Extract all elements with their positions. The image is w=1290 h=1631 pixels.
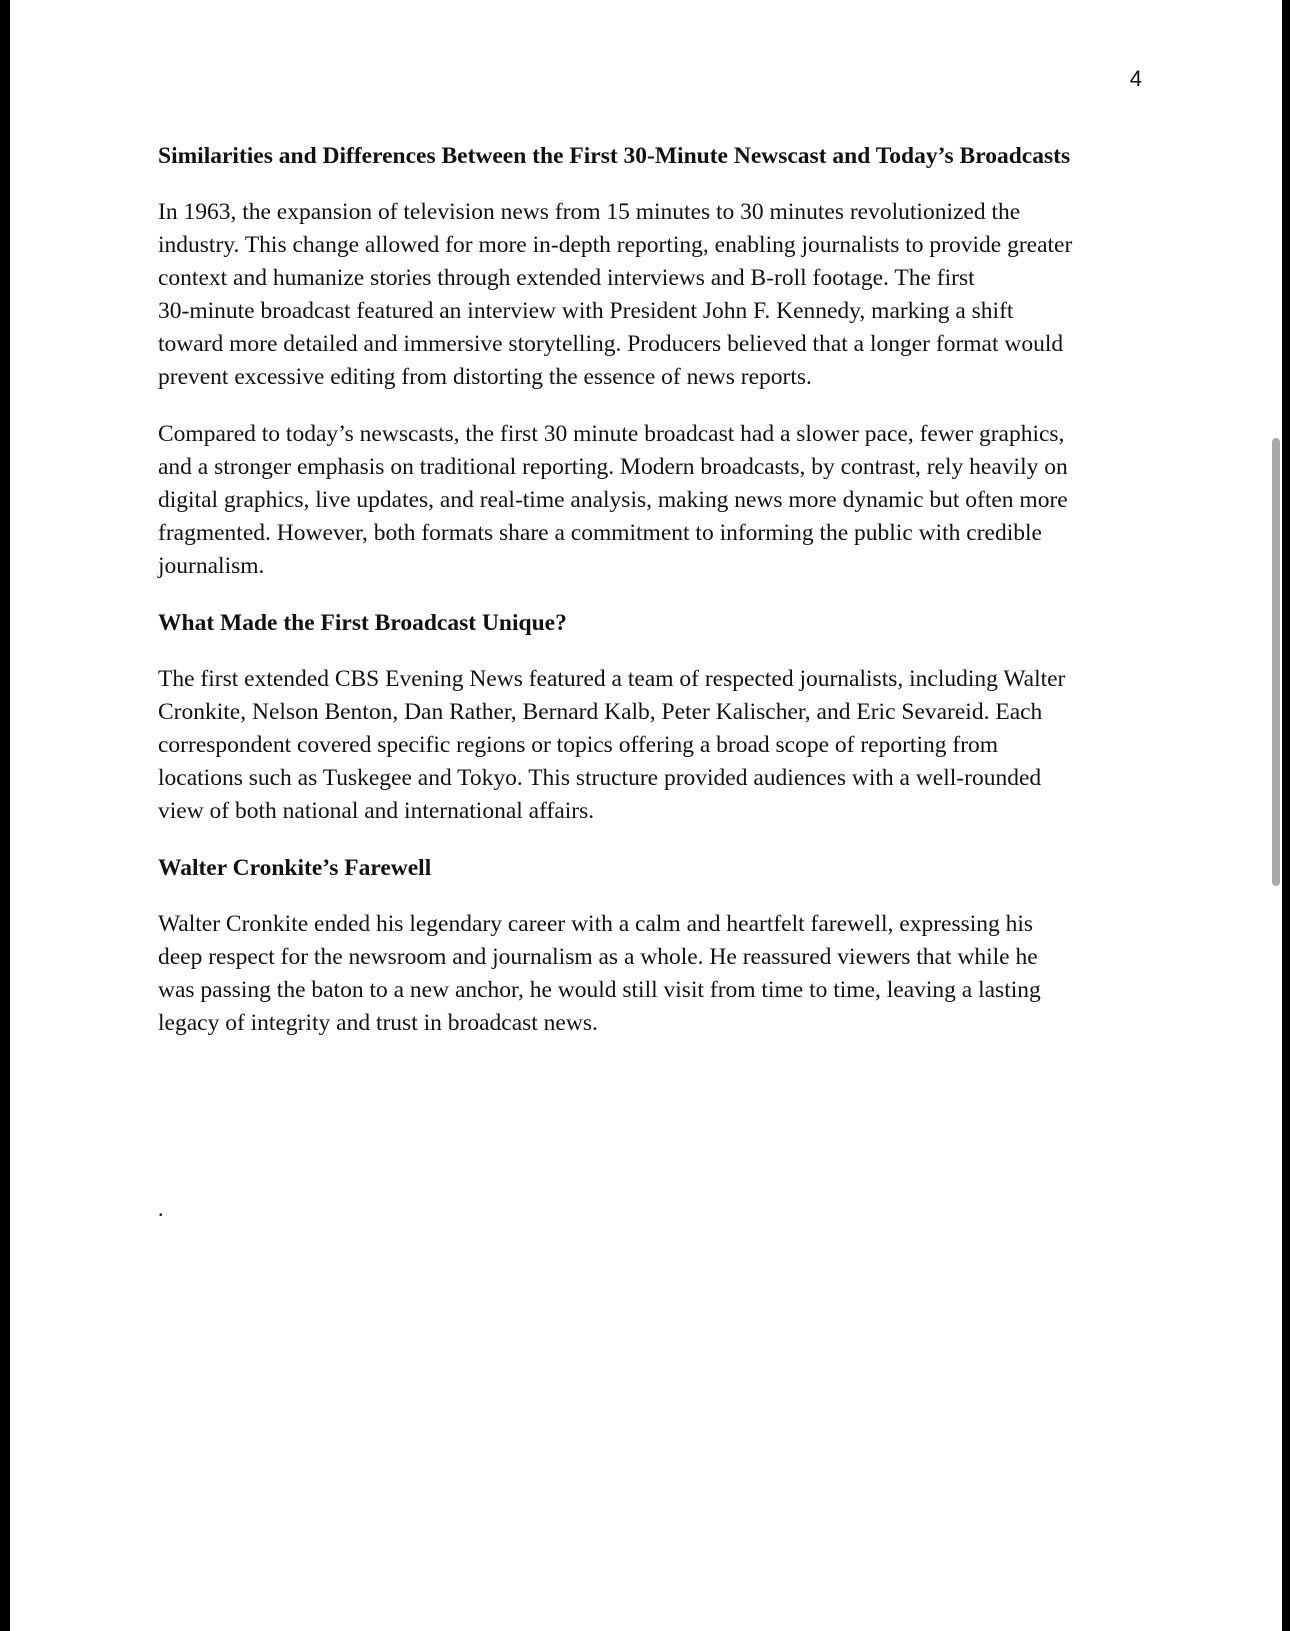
paragraph-line: correspondent covered specific regions or topics offering a broad scope of reporting from — [158, 732, 999, 758]
body-paragraph — [158, 418, 1148, 583]
paragraph-line: locations such as Tuskegee and Tokyo. This structure provided audiences with a well-rounded — [158, 765, 1042, 791]
paragraph-line: journalism. — [158, 553, 265, 579]
paragraph-line: fragmented. However, both formats share a commitment to informing the public with credible — [158, 520, 1042, 546]
paragraph-line: toward more detailed and immersive storytelling. Producers believed that a longer format would — [158, 331, 1064, 357]
paragraph-line: context and humanize stories through extended interviews and B-roll footage. The first — [158, 265, 975, 291]
section-cronkite-farewell — [158, 852, 1148, 1040]
paragraph-line: 30-minute broadcast featured an interview with President John F. Kennedy, marking a shift — [158, 298, 1014, 324]
paragraph-line: and a stronger emphasis on traditional reporting. Modern broadcasts, by contrast, rely heavily on — [158, 454, 1068, 480]
section-similarities-differences — [158, 140, 1148, 607]
scrollbar-thumb[interactable] — [1272, 438, 1280, 886]
body-paragraph — [158, 196, 1148, 394]
paragraph-line: Cronkite, Nelson Benton, Dan Rather, Bernard Kalb, Peter Kalischer, and Eric Sevareid. Each — [158, 699, 1043, 725]
paragraph-line: was passing the baton to a new anchor, he would still visit from time to time, leaving a lasting — [158, 977, 1041, 1003]
paragraph-line: Compared to today’s newscasts, the first 30 minute broadcast had a slower pace, fewer graphics, — [158, 421, 1065, 447]
paragraph-line: digital graphics, live updates, and real-time analysis, making news more dynamic but often more — [158, 487, 1068, 513]
paragraph-line: deep respect for the newsroom and journalism as a whole. He reassured viewers that while he — [158, 944, 1038, 970]
paragraph-line: prevent excessive editing from distorting the essence of news reports. — [158, 364, 812, 390]
section-heading: Similarities and Differences Between the First 30-Minute Newscast and Today’s Broadcasts — [158, 143, 1071, 169]
body-paragraph — [158, 663, 1148, 828]
paragraph-line: In 1963, the expansion of television news from 15 minutes to 30 minutes revolutionized the — [158, 199, 1021, 225]
body-paragraph — [158, 908, 1148, 1040]
document-page — [10, 0, 1282, 1631]
page-number: 4 — [1129, 66, 1142, 91]
paragraph-line: view of both national and international affairs. — [158, 798, 595, 824]
section-heading: What Made the First Broadcast Unique? — [158, 610, 567, 636]
paragraph-line: Walter Cronkite ended his legendary career with a calm and heartfelt farewell, expressing his — [158, 911, 1034, 937]
paragraph-line: legacy of integrity and trust in broadcast news. — [158, 1010, 598, 1036]
paragraph-line: The first extended CBS Evening News featured a team of respected journalists, including Walter — [158, 666, 1066, 692]
trailing-period: . — [158, 1196, 164, 1221]
paragraph-line: industry. This change allowed for more in-depth reporting, enabling journalists to provide greater — [158, 232, 1073, 258]
section-heading: Walter Cronkite’s Farewell — [158, 855, 432, 881]
document-body — [158, 140, 1148, 1040]
section-first-broadcast-unique — [158, 607, 1148, 852]
